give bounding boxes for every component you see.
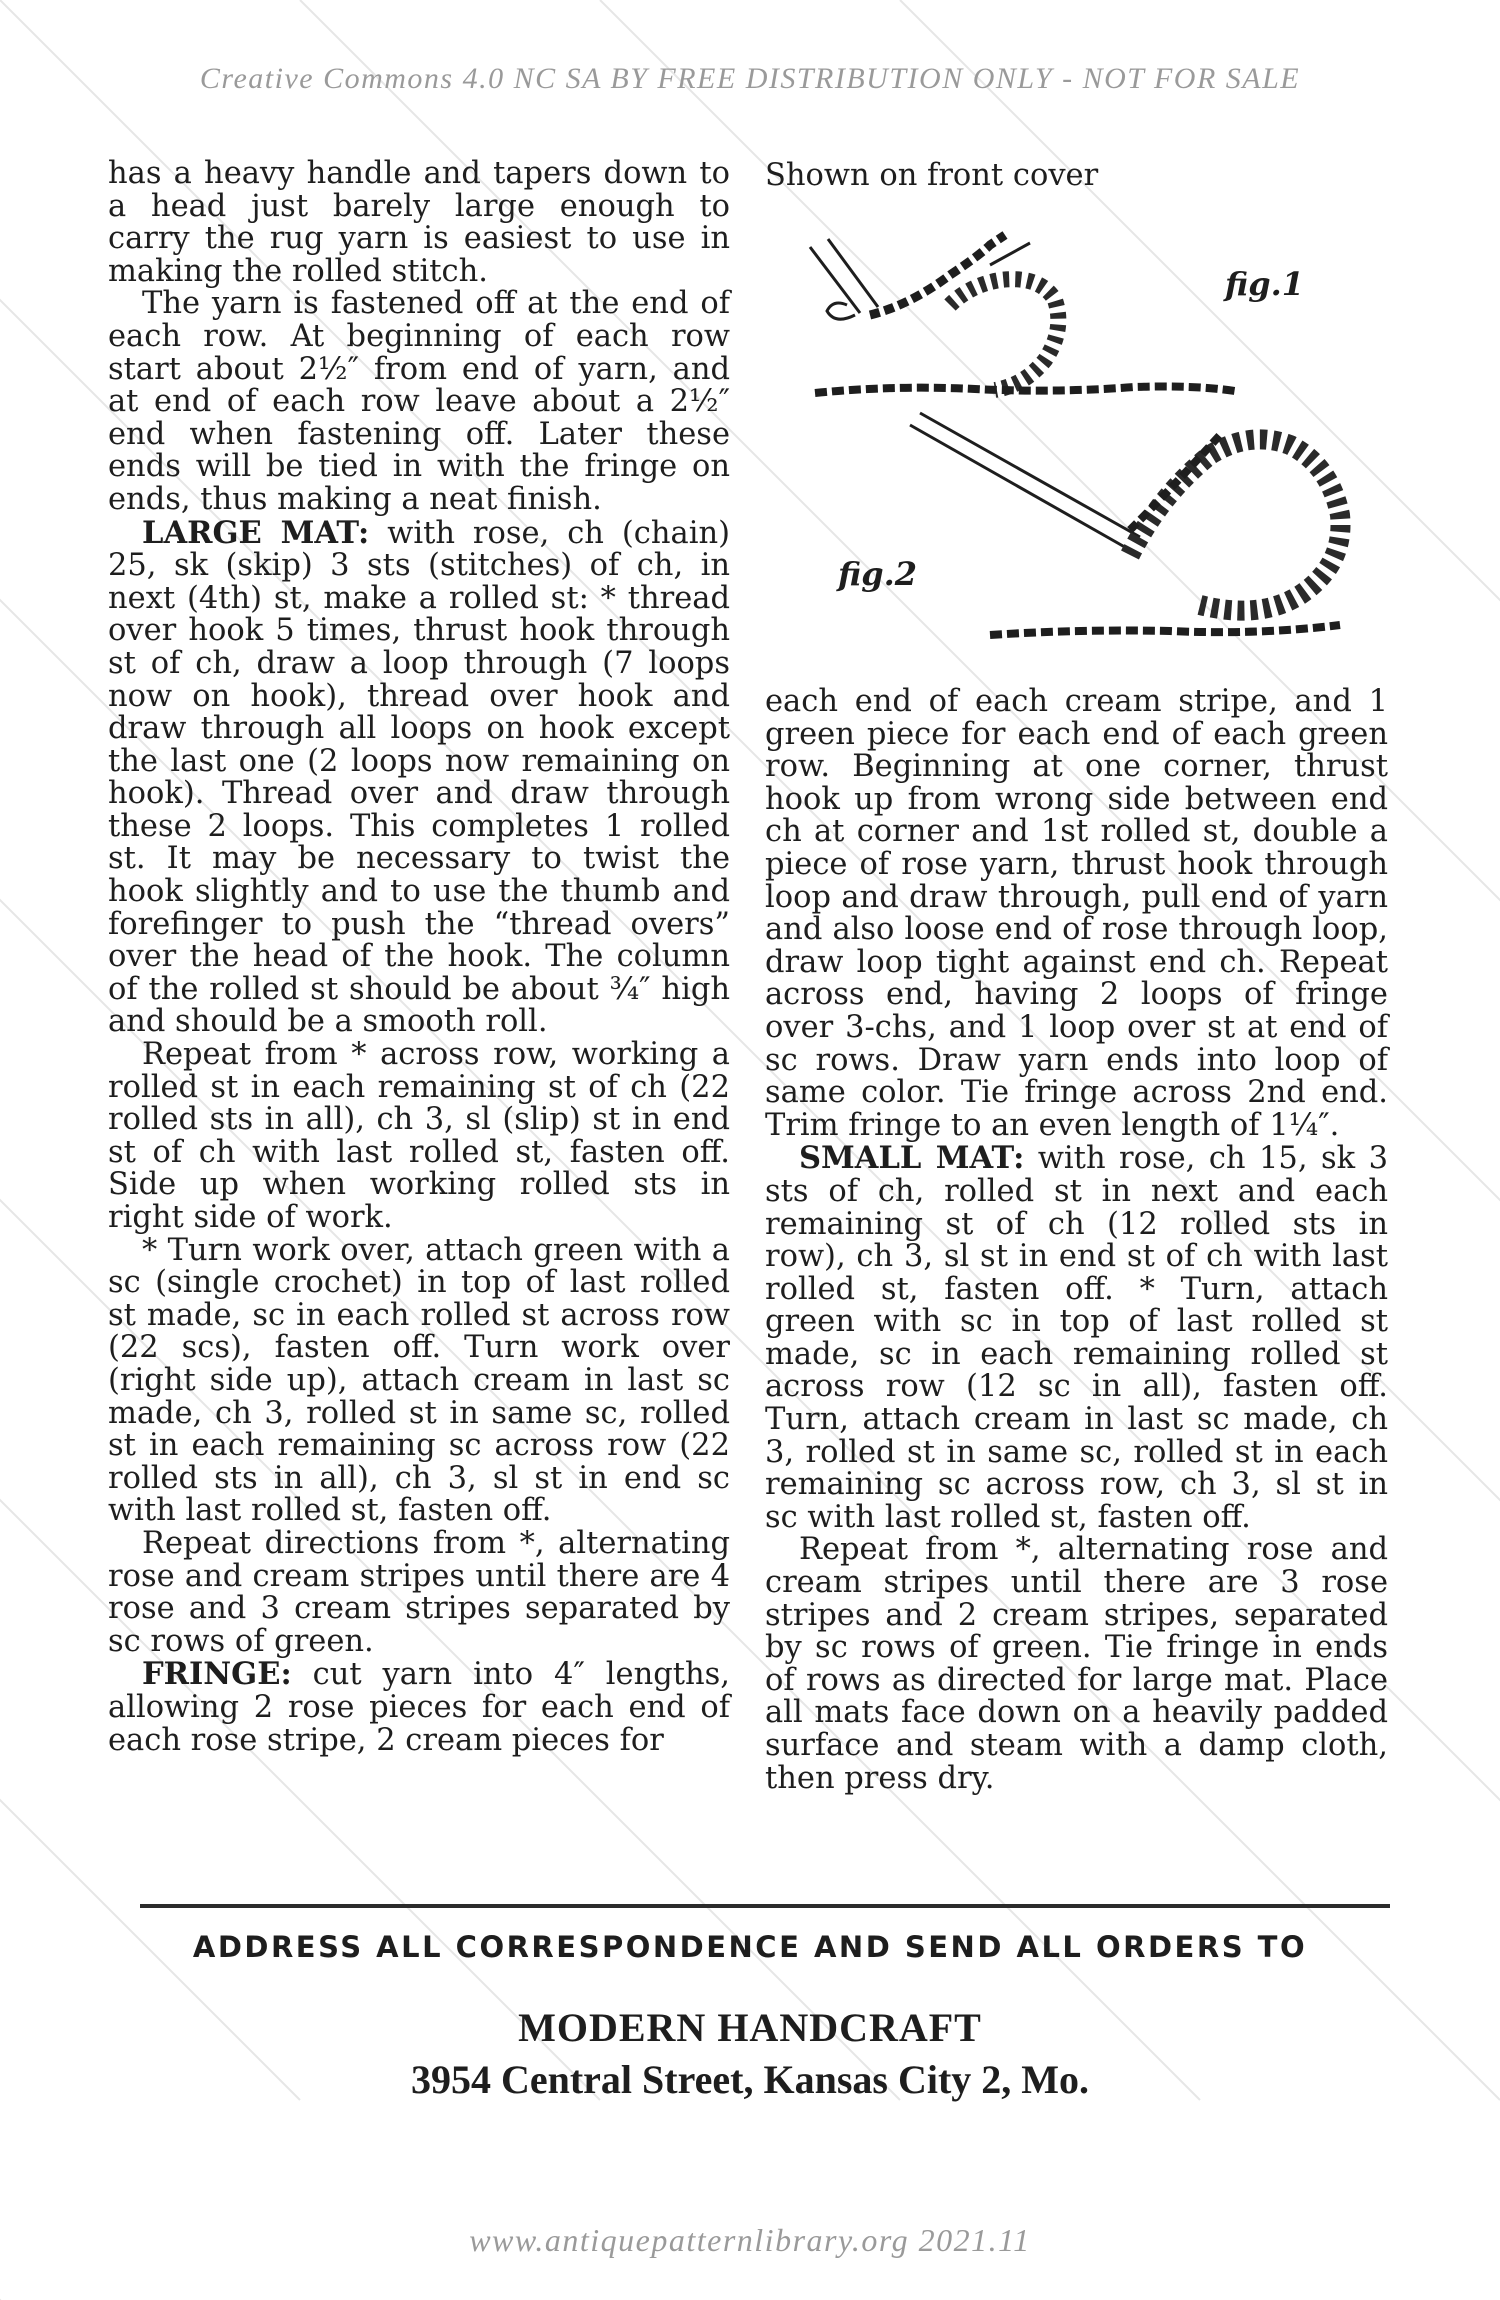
company-address: 3954 Central Street, Kansas City 2, Mo.	[410, 2057, 1090, 2102]
large-mat-text: with rose, ch (chain) 25, sk (skip) 3 sts (stitches) of ch, in next (4th) st, make a rolled st: * thread over hook 5 times, thrust hook through st of ch, draw a loop through (7 loops now on hook), thread over hook and draw through all loops on hook except the last one (2 loops now remaining on hook). Thread over and draw through these 2 loops. This completes 1 rolled st. It may be necessary to twist the hook slightly and to use the thumb and forefinger to push the “thread overs” over the head of the hook. The column of the rolled st should be about ¾″ high and should be a smooth roll.	[108, 515, 731, 1040]
fig1-drawing	[810, 235, 1235, 393]
figure-caption: Shown on front cover	[765, 158, 1099, 193]
left-paragraph-2: The yarn is fastened off at the end of each row. At beginning of each row start about 2½″ from end of yarn, and at end of each row leave about a 2½″ end when fastening off. Later these ends will be tied in with the fringe on ends, thus making a neat finish.	[108, 286, 730, 517]
small-mat-paragraph	[765, 1142, 1388, 1534]
left-paragraph-6: Repeat directions from *, alternating rose and cream stripes until there are 4 rose and 3 cream stripes separated by sc rows of green.	[108, 1525, 730, 1659]
left-paragraph-4: Repeat from * across row, working a rolled st in each remaining st of ch (22 rolled sts in all), ch 3, sl (slip) st in end st of ch with last rolled st, fasten off. Side up when working rolled sts in right side of work.	[108, 1037, 730, 1235]
fringe-paragraph	[108, 1658, 730, 1757]
large-mat-paragraph	[108, 514, 731, 1040]
divider-rule	[140, 1904, 1390, 1908]
right-paragraph-3: Repeat from *, alternating rose and cream stripes until there are 3 rose stripes and 2 cream stripes, separated by sc rows of green. Tie fringe in ends of rows as directed for large mat. Place all mats face down on a heavily padded surface and steam with a damp cloth, then press dry.	[765, 1532, 1388, 1796]
fig1-label: fig.1	[1225, 265, 1305, 303]
fringe-label: FRINGE:	[142, 1656, 292, 1693]
fringe-text: cut yarn into 4″ lengths, allowing 2 rose pieces for each end of each rose stripe, 2 cream pieces for	[108, 1657, 730, 1758]
correspondence-notice: ADDRESS ALL CORRESPONDENCE AND SEND ALL ORDERS TO	[192, 1930, 1308, 1964]
company-name: MODERN HANDCRAFT	[518, 2005, 982, 2050]
left-paragraph-5: * Turn work over, attach green with a sc (single crochet) in top of last rolled st made, sc in each rolled st across row (22 scs), fasten off. Turn work over (right side up), attach cream in last sc made, ch 3, rolled st in same sc, rolled st in each remaining sc across row (22 rolled sts in all), ch 3, sl st in end sc with last rolled st, fasten off.	[108, 1232, 730, 1529]
site-footer: www.antiquepatternlibrary.org 2021.11	[469, 2222, 1031, 2258]
right-column	[765, 686, 1388, 1795]
fig2-drawing	[910, 413, 1341, 635]
crochet-illustration	[800, 225, 1400, 675]
license-header: Creative Commons 4.0 NC SA BY FREE DISTRIBUTION ONLY - NOT FOR SALE	[199, 62, 1301, 95]
large-mat-label: LARGE MAT:	[142, 514, 370, 551]
small-mat-label: SMALL MAT:	[799, 1140, 1025, 1177]
small-mat-text: with rose, ch 15, sk 3 sts of ch, rolled st in next and each remaining st of ch (12 rolled sts in row), ch 3, sl st in end st of ch with last rolled st, fasten off. * Turn, attach green with sc in top of last rolled st made, sc in each remaining rolled st across row (12 sc in all), fasten off. Turn, attach cream in last sc made, ch 3, rolled st in same sc, rolled st in each remaining sc across row, ch 3, sl st in sc with last rolled st, fasten off.	[765, 1141, 1388, 1535]
right-paragraph-1: each end of each cream stripe, and 1 green piece for each end of each green row. Beginning at one corner, thrust hook up from wrong side between end ch at corner and 1st rolled st, double a piece of rose yarn, thrust hook through loop and draw through, pull end of yarn and also loose end of rose through loop, draw loop tight against end ch. Repeat across end, having 2 loops of fringe over 3-chs, and 1 loop over st at end of sc rows. Draw yarn ends into loop of same color. Tie fringe across 2nd end. Trim fringe to an even length of 1¼″.	[765, 684, 1388, 1143]
fig2-label: fig.2	[838, 555, 918, 593]
left-column	[108, 158, 730, 1757]
left-paragraph-1: has a heavy handle and tapers down to a head just barely large enough to carry the rug yarn is easiest to use in making the rolled stitch.	[108, 156, 730, 289]
